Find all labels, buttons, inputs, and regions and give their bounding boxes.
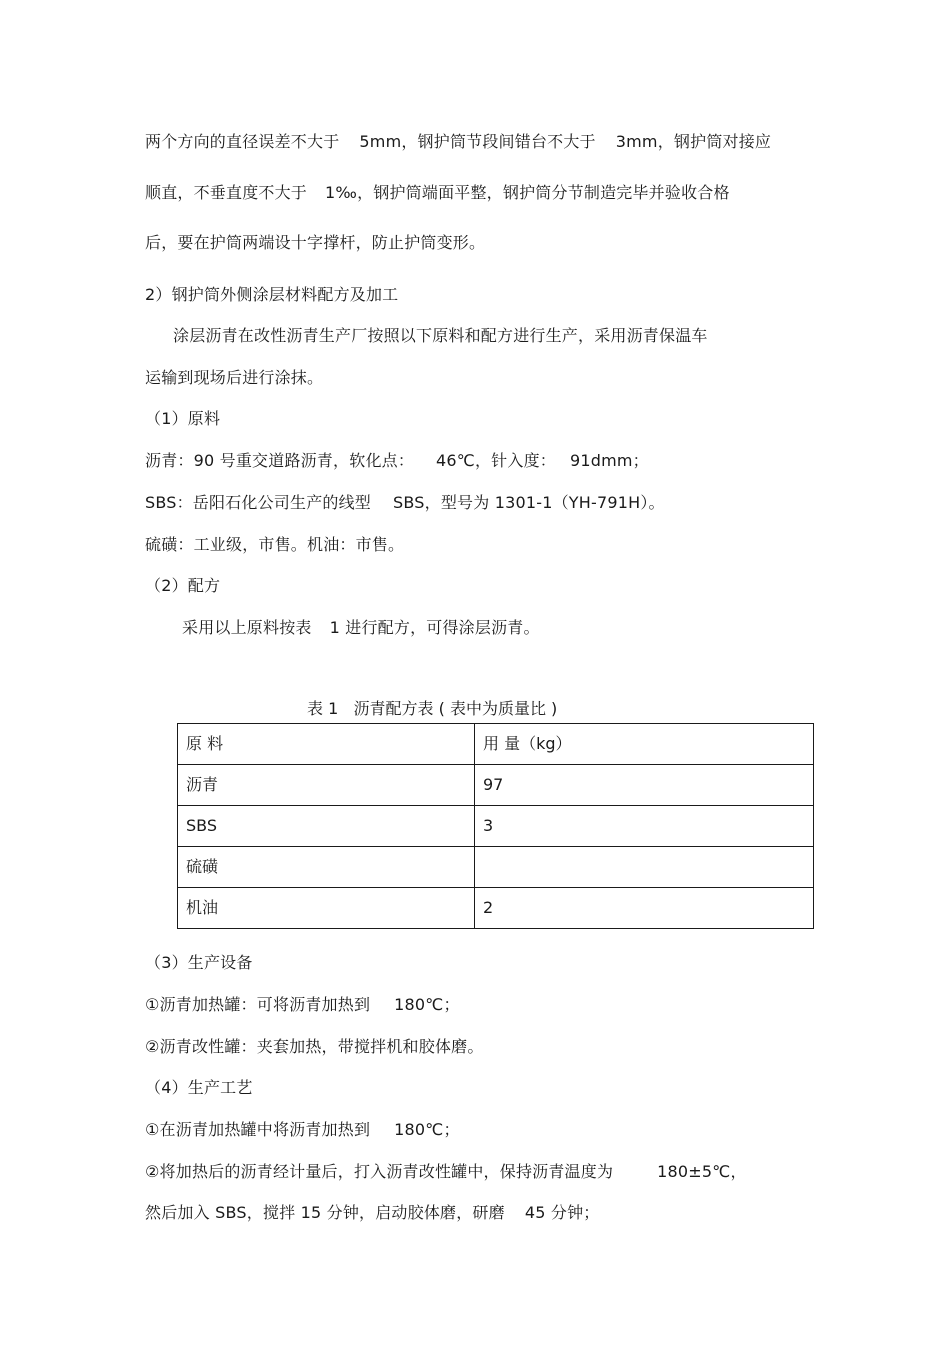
- cell-amount: 2: [475, 888, 814, 929]
- material-asphalt: [145, 450, 649, 472]
- paragraph-line-5: 涂层沥青在改性沥青生产厂按照以下原料和配方进行生产，采用沥青保温车: [173, 326, 708, 345]
- cell-amount: [475, 847, 814, 888]
- text-segment: 180℃；: [394, 995, 460, 1014]
- text-segment: 3mm，钢护筒对接应: [615, 132, 772, 151]
- table-header-row: [178, 724, 814, 765]
- text-segment: 1 进行配方，可得涂层沥青。: [329, 618, 540, 637]
- text-segment: 180℃；: [394, 1120, 460, 1139]
- subsection-heading-2: （2）配方: [145, 576, 221, 595]
- text-segment: 5mm，钢护筒节段间错台不大于: [359, 132, 596, 151]
- process-step-2: [145, 1161, 747, 1183]
- table-caption: 表 1 沥青配方表 ( 表中为质量比 ): [307, 699, 558, 718]
- paragraph-line-3: 后，要在护筒两端设十字撑杆，防止护筒变形。: [145, 233, 486, 252]
- cell-amount: 97: [475, 765, 814, 806]
- text-segment: 采用以上原料按表: [182, 618, 312, 637]
- section-heading-2: 2）钢护筒外侧涂层材料配方及加工: [145, 285, 399, 304]
- text-segment: ②将加热后的沥青经计量后，打入沥青改性罐中，保持沥青温度为: [145, 1162, 614, 1181]
- subsection-heading-4: （4）生产工艺: [145, 1078, 253, 1097]
- text-segment: 然后加入 SBS，搅拌 15 分钟，启动胶体磨，研磨: [145, 1203, 505, 1222]
- table-row: [178, 888, 814, 929]
- text-segment: 46℃，针入度：: [436, 451, 556, 470]
- cell-amount: 3: [475, 806, 814, 847]
- cell-material: SBS: [178, 806, 475, 847]
- table-row: [178, 806, 814, 847]
- text-segment: 180±5℃，: [657, 1162, 747, 1181]
- text-segment: 91dmm；: [569, 451, 649, 470]
- text-segment: 45 分钟；: [524, 1203, 600, 1222]
- text-segment: 两个方向的直径误差不大于: [145, 132, 340, 151]
- table-row: [178, 847, 814, 888]
- text-segment: 沥青：90 号重交道路沥青，软化点：: [145, 451, 415, 470]
- equipment-heater: [145, 994, 460, 1016]
- paragraph-line-1: [145, 131, 771, 153]
- header-material: 原 料: [178, 724, 475, 765]
- cell-material: 机油: [178, 888, 475, 929]
- paragraph-line-12: [182, 617, 540, 639]
- process-step-1: [145, 1119, 460, 1141]
- process-step-2-continued: [145, 1202, 599, 1224]
- equipment-modifier: ②沥青改性罐：夹套加热，带搅拌机和胶体磨。: [145, 1037, 484, 1056]
- text-segment: 顺直，不垂直度不大于: [145, 183, 308, 202]
- cell-material: 硫磺: [178, 847, 475, 888]
- text-segment: SBS：岳阳石化公司生产的线型: [145, 493, 372, 512]
- cell-material: 沥青: [178, 765, 475, 806]
- header-amount: 用 量（kg）: [475, 724, 814, 765]
- material-sbs: [145, 492, 665, 514]
- text-segment: SBS，型号为 1301-1（YH-791H）。: [393, 493, 665, 512]
- paragraph-line-2: [145, 182, 730, 204]
- text-segment: ①沥青加热罐：可将沥青加热到: [145, 995, 371, 1014]
- text-segment: ①在沥青加热罐中将沥青加热到: [145, 1120, 371, 1139]
- text-segment: 1‰，钢护筒端面平整，钢护筒分节制造完毕并验收合格: [325, 183, 730, 202]
- subsection-heading-3: （3）生产设备: [145, 953, 253, 972]
- recipe-table: [177, 723, 814, 929]
- material-sulfur-oil: 硫磺：工业级，市售。机油：市售。: [145, 535, 405, 554]
- paragraph-line-6: 运输到现场后进行涂抹。: [145, 368, 324, 387]
- table-row: [178, 765, 814, 806]
- subsection-heading-1: （1）原料: [145, 409, 221, 428]
